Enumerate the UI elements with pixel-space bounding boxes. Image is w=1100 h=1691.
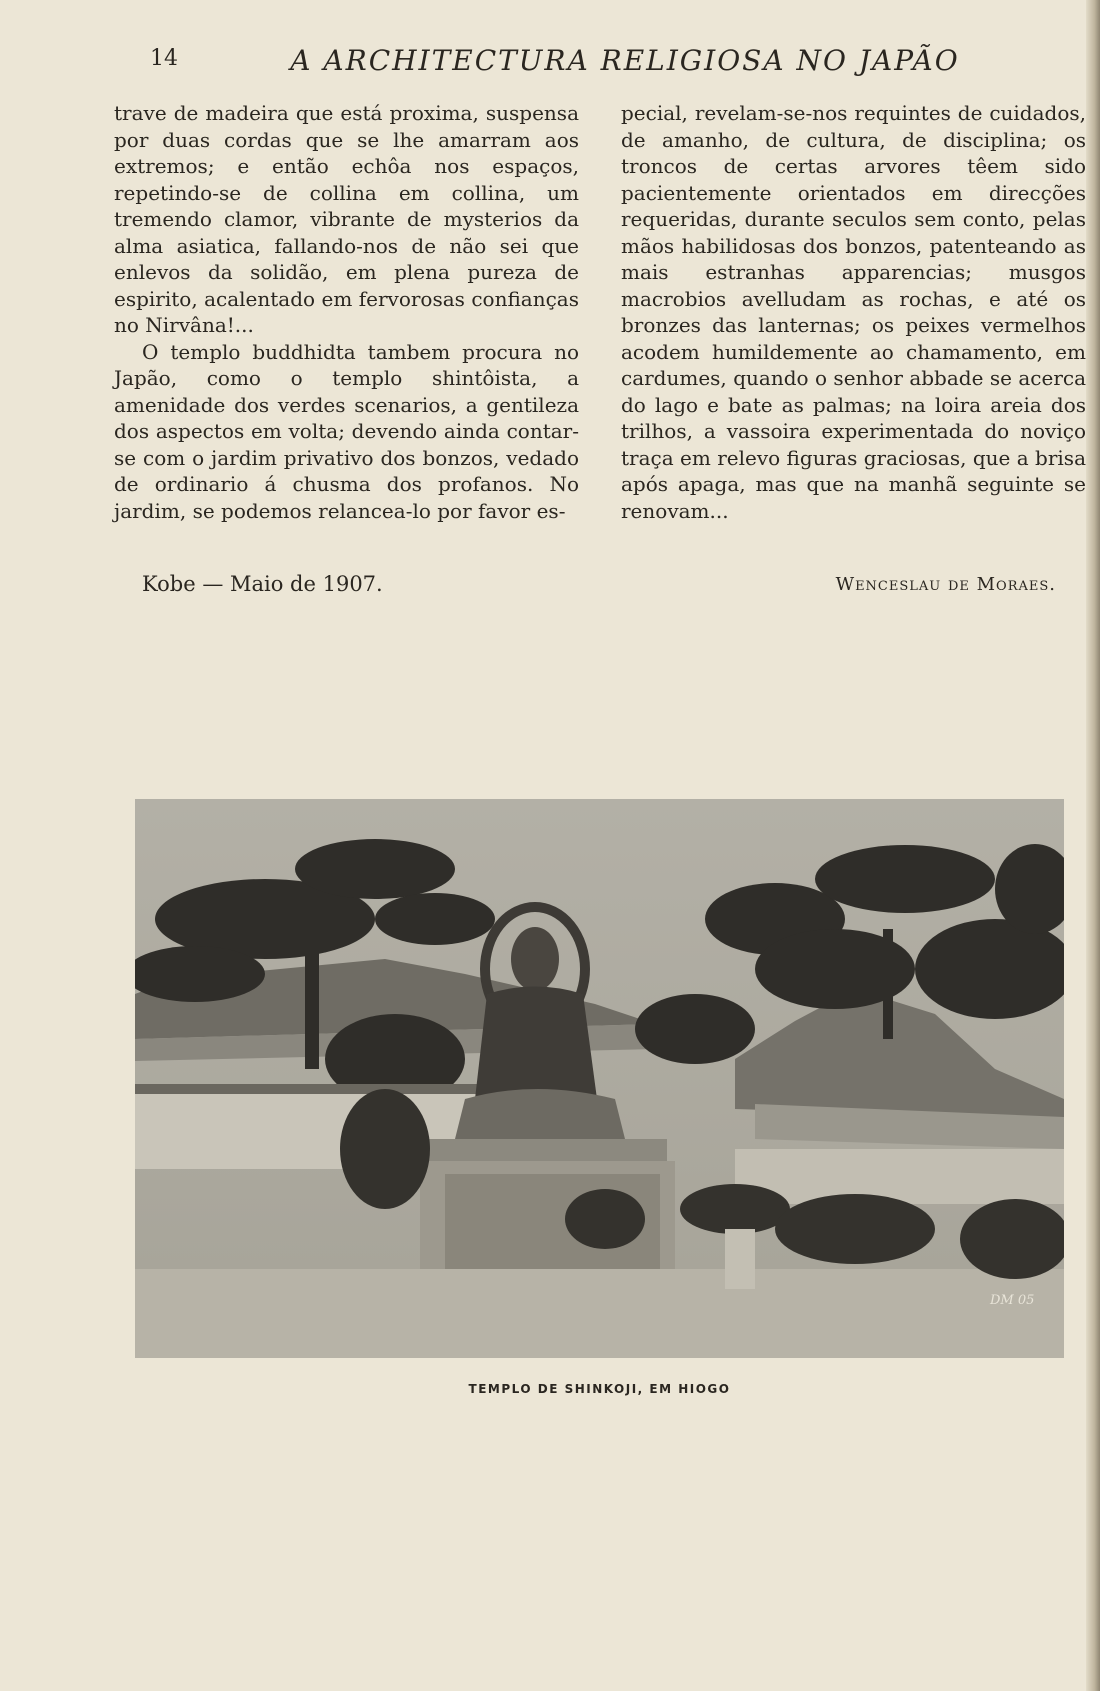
- photo-caption: TEMPLO DE SHINKOJI, EM HIOGO: [468, 1382, 731, 1396]
- page-edge-shadow: [1086, 0, 1100, 1691]
- page-header: [150, 46, 970, 80]
- left-column: [114, 100, 579, 524]
- right-paragraph-1: pecial, revelam-se-nos requintes de cuidados, de amanho, de cultura, de disciplina; os troncos de certas arvores têem sido pacientemente orientados em direcções requeridas, durante seculos sem conto, pelas mãos habilidosas dos bonzos, patenteando as mais estranhas apparencias; musgos macrobios avelludam as rochas, e até os bronzes das lanternas; os peixes vermelhos acodem humildemente ao chamamento, em cardumes, quando o senhor abbade se acerca do lago e bate as palmas; na loira areia dos trilhos, a vassoira experimentada do noviço traça em relevo figuras graciosas, que a brisa após apaga, mas que na manhã seguinte se renovam...: [621, 101, 1086, 523]
- temple-photo-illustration: [135, 799, 1064, 1358]
- right-column: [621, 100, 1086, 524]
- running-title: A ARCHITECTURA RELIGIOSA NO JAPÃO: [290, 44, 960, 77]
- left-paragraph-1: trave de madeira que está proxima, suspensa por duas cordas que se lhe amarram aos extremos; e então echôa nos espaços, repetindo-se de collina em collina, um tremendo clamor, vibrante de mysterios da alma asiatica, fallando-nos de não sei que enlevos da solidão, em plena pureza de espirito, acalentado em fervorosas confianças no Nirvâna!...: [114, 101, 579, 337]
- left-paragraph-2: O templo buddhidta tambem procura no Japão, como o templo shintôista, a amenidade dos verdes scenarios, a gentileza dos aspectos em volta; devendo ainda contar-se com o jardim privativo dos bonzos, vedado de ordinario á chusma dos profanos. No jardim, se podemos relancea-lo por favor es-: [114, 339, 579, 523]
- author-signature: Wenceslau de Moraes.: [835, 574, 1056, 595]
- temple-photograph: [135, 799, 1064, 1358]
- photo-signature-mark: DM 05: [990, 1293, 1035, 1308]
- page-number: 14: [150, 46, 178, 71]
- dateline: Kobe — Maio de 1907.: [142, 572, 383, 596]
